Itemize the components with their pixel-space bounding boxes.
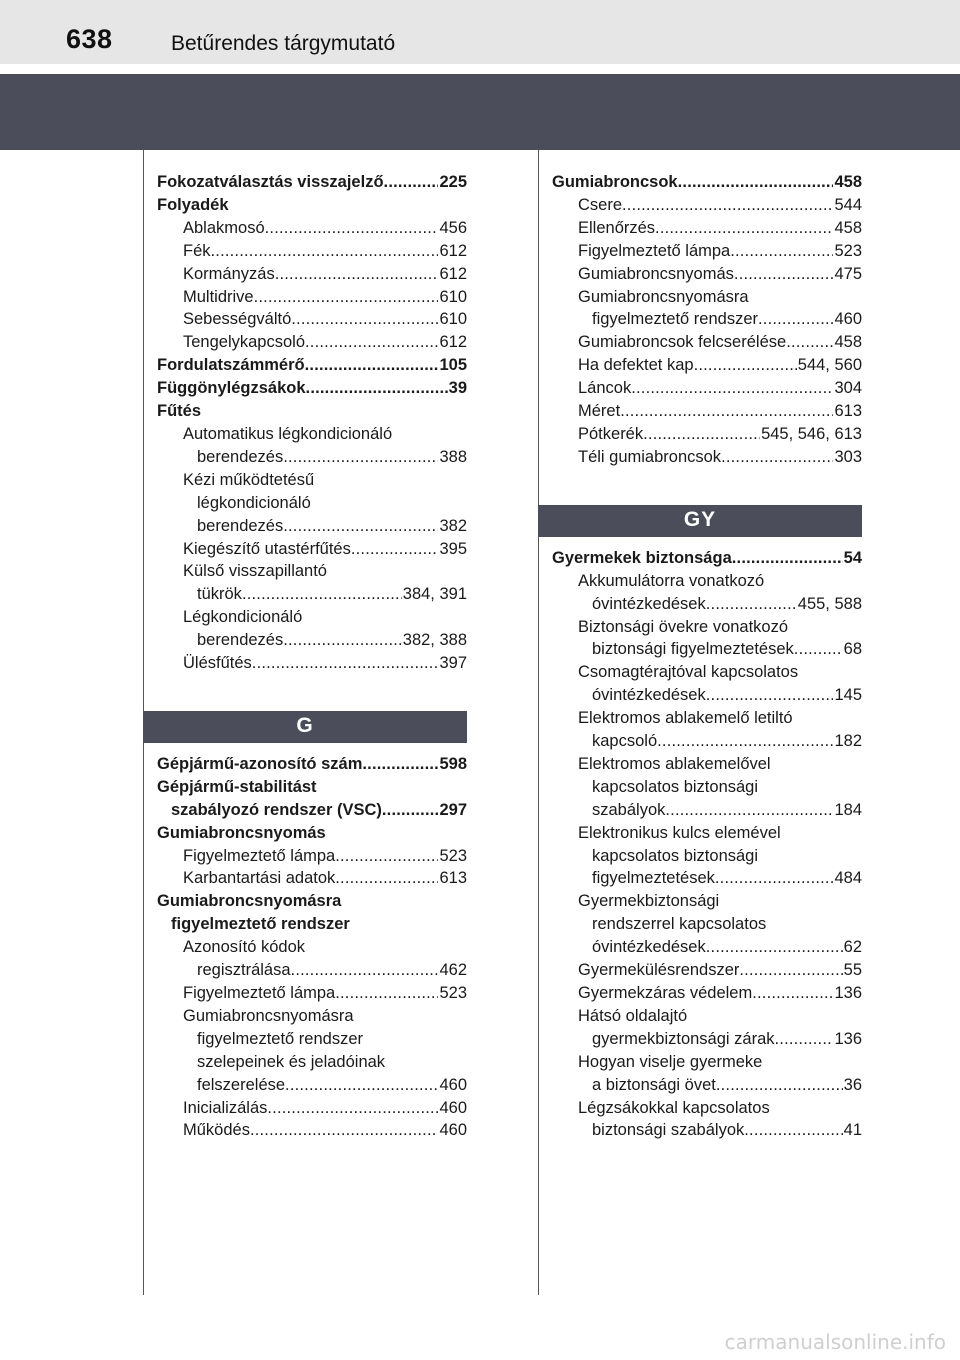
dot-leader [730,240,833,263]
index-entry [538,913,862,936]
index-entry-term: Sebességváltó [183,310,292,329]
index-entry [143,606,467,629]
index-entry [538,707,862,730]
index-entry [538,867,862,890]
index-entry [143,753,467,776]
index-entry-page: 41 [843,1121,862,1140]
dot-leader [775,1028,834,1051]
index-entry [538,547,862,570]
index-entry-term: Kézi működtetésű [183,470,315,489]
dot-leader [267,1097,438,1120]
index-entry-term: Figyelmeztető lámpa [183,984,336,1002]
dot-leader [715,867,834,890]
index-entry-page: 475 [834,264,862,283]
header-banner [0,74,960,150]
index-entry [538,446,862,469]
index-entry-page: 456 [439,218,467,237]
index-entry [538,593,862,616]
index-entry-term: óvintézkedések [592,686,706,705]
index-entry [143,959,467,982]
index-entry [538,890,862,913]
index-entry-term: Hogyan viselje gyermeke [578,1052,763,1071]
index-entry-page: 145 [834,686,862,705]
index-column-left [143,171,467,1142]
index-entry-term: berendezés [197,516,284,535]
index-entry-page: 610 [439,287,467,306]
index-entry-page: 136 [834,1029,862,1048]
index-entry [143,400,467,423]
index-entry-term: Gyermekek biztonsága [552,548,732,567]
index-entry-term: légkondicionáló [197,493,311,512]
index-entry-term: Gyermekbiztonsági [578,892,720,911]
dot-leader [706,936,843,959]
dot-leader [752,982,833,1005]
index-entry-term: tükrök [197,585,242,604]
index-entry-term: Elektromos ablakemelővel [578,754,771,773]
index-entry-term: Figyelmeztető lámpa [578,241,731,260]
dot-leader [351,538,439,561]
index-entry-term: Ha defektet kap [578,356,694,375]
index-entry [143,446,467,469]
index-entry-term: Külső visszapillantó [183,562,327,581]
dot-leader [283,629,402,652]
index-entry-term: óvintézkedések [592,594,706,613]
dot-leader [620,400,833,423]
index-entry-page: 460 [834,310,862,329]
dot-leader [384,171,439,194]
dot-leader [734,263,834,286]
index-entry-term: Pótkerék [578,424,644,443]
index-entry-term: Gumiabroncsnyomás [578,264,734,283]
index-entry-term: szabályozó rendszer (VSC) [171,800,382,819]
index-entry-term: Légkondicionáló [183,608,303,627]
index-entry [143,377,467,400]
index-entry [143,1005,467,1028]
index-entry [143,492,467,515]
index-entry [538,684,862,707]
index-entry-term: Csomagtérajtóval kapcsolatos [578,663,799,682]
index-entry-term: Légzsákokkal kapcsolatos [578,1098,770,1117]
index-entry [143,1097,467,1120]
index-entry-term: Kiegészítő utastérfűtés [183,539,351,558]
index-entry [143,1028,467,1051]
dot-leader [285,1074,438,1097]
index-entry-page: 545, 546, 613 [761,424,862,443]
index-entry [538,1051,862,1074]
index-entry-page: 297 [439,800,467,819]
index-entry-term: felszerelése [197,1075,286,1094]
index-entry-term: Figyelmeztető lámpa [183,846,336,865]
page-number: 638 [66,24,113,54]
footer-watermark: carmanualsonline.info [724,1330,946,1354]
index-entry [538,1097,862,1120]
index-entry-term: Gyermekülésrendszer [578,961,740,980]
index-entry-page: 304 [834,379,862,398]
dot-leader [786,331,833,354]
index-entry [538,171,862,194]
index-entry-page: 458 [834,333,862,352]
index-entry [538,638,862,661]
index-entry-term: Folyadék [157,195,229,214]
index-entry-term: biztonsági figyelmeztetések [592,640,794,659]
index-entry-term: Ülésfűtés [183,654,252,673]
dot-leader [382,799,439,822]
index-entry-term: berendezés [197,447,284,466]
index-entry-term: Tengelykapcsoló [183,333,305,352]
index-entry-term: Méret [578,402,621,421]
index-entry [538,194,862,217]
index-entry-term: Fordulatszámmérő [157,356,305,375]
dot-leader [291,308,438,331]
dot-leader [306,377,448,400]
index-entry [538,799,862,822]
index-entry [143,822,467,845]
index-entry-term: Gyermekzáras védelem [578,984,753,1002]
index-entry-term: Gumiabroncsnyomásra [157,892,342,911]
index-entry [143,217,467,240]
index-entry-page: 612 [439,264,467,283]
dot-leader [622,194,833,217]
index-entry [143,469,467,492]
dot-leader [305,354,439,377]
dot-leader [631,377,833,400]
index-entry-page: 182 [834,732,862,751]
index-entry [143,331,467,354]
index-entry-page: 395 [439,539,467,558]
index-entry [143,867,467,890]
dot-leader [362,753,438,776]
dot-leader [678,171,834,194]
dot-leader [283,515,438,538]
index-entry-page: 68 [843,640,862,659]
index-entry [538,845,862,868]
index-entry-term: Gumiabroncsnyomásra [578,287,749,306]
index-entry [538,982,862,1005]
index-entry [143,286,467,309]
index-entry [538,1119,862,1142]
index-entry-term: a biztonsági övet [592,1075,716,1094]
dot-leader [721,446,833,469]
index-entry [143,263,467,286]
dot-leader [643,423,760,446]
index-entry [538,753,862,776]
page-header-bar [0,0,960,64]
index-entry [143,171,467,194]
index-entry-term: szelepeinek és jeladóinak [197,1052,386,1071]
index-entry-page: 523 [834,241,862,260]
dot-leader [694,354,797,377]
dot-leader [758,308,833,331]
index-entry-term: figyelmeztető rendszer [171,915,350,934]
index-entry-page: 397 [439,654,467,673]
index-entry [538,1005,862,1028]
index-entry-term: gyermekbiztonsági zárak [592,1029,775,1048]
index-entry [143,560,467,583]
index-entry-term: Gumiabroncsok felcserélése [578,333,787,352]
index-entry-page: 388 [439,447,467,466]
index-entry-term: Gépjármű-stabilitást [157,777,317,796]
index-entry-term: Inicializálás [183,1098,268,1117]
index-entry-term: berendezés [197,631,284,650]
index-entry-page: 384, 391 [402,585,467,604]
index-entry-term: Karbantartási adatok [183,869,336,888]
index-entry [143,1119,467,1142]
index-entry-page: 613 [439,869,467,888]
dot-leader [252,652,439,675]
index-entry-term: Hátsó oldalajtó [578,1006,688,1025]
index-entry-page: 462 [439,961,467,980]
index-entry-page: 303 [834,447,862,466]
index-entry-page: 55 [843,961,862,980]
index-entry-term: Kormányzás [183,264,275,283]
index-entry-page: 62 [843,938,862,957]
dot-leader [291,959,439,982]
index-entry-page: 544, 560 [797,356,862,375]
letter-section-header: GY [538,505,862,537]
index-entry [143,240,467,263]
index-entry [143,515,467,538]
index-entry-page: 523 [439,984,467,1002]
index-entry-term: figyelmeztetések [592,869,715,888]
index-entry-term: Fék [183,241,211,260]
index-entry [538,400,862,423]
index-entry-page: 382 [439,516,467,535]
index-entry [538,661,862,684]
index-entry-term: szabályok [592,800,666,819]
index-entry-page: 612 [439,333,467,352]
index-entry [143,538,467,561]
index-entry-term: Akkumulátorra vonatkozó [578,571,765,590]
index-entry [538,217,862,240]
index-entry-page: 458 [834,173,862,191]
index-entry [538,377,862,400]
index-entry [143,890,467,913]
index-entry-term: Automatikus légkondicionáló [183,424,393,443]
dot-leader [305,331,438,354]
dot-leader [283,446,438,469]
index-entry [143,799,467,822]
index-entry-term: Biztonsági övekre vonatkozó [578,617,789,636]
dot-leader [265,217,439,240]
dot-leader [706,593,797,616]
index-entry [143,1051,467,1074]
index-entry-term: Függönylégzsákok [157,379,306,398]
index-entry-page: 184 [834,800,862,819]
index-entry [538,308,862,331]
index-entry-page: 460 [439,1121,467,1140]
letter-section-header: G [143,711,467,743]
index-entry-term: Elektronikus kulcs elemével [578,823,781,842]
index-entry-term: biztonsági szabályok [592,1121,745,1140]
index-entry-term: Ellenőrzés [578,218,656,237]
index-entry-page: 610 [439,310,467,329]
index-entry-term: Gépjármű-azonosító szám [157,754,363,773]
dot-leader [739,959,842,982]
index-entry-term: Fokozatválasztás visszajelző [157,173,384,191]
dot-leader [250,1119,439,1142]
index-entry-term: Csere [578,195,623,214]
index-entry-term: figyelmeztető rendszer [592,310,758,329]
dot-leader [254,286,439,309]
index-entry-page: 54 [843,548,862,567]
index-entry [538,776,862,799]
dot-leader [732,547,843,570]
index-entry [538,936,862,959]
index-entry-page: 136 [834,984,862,1002]
index-entry [143,845,467,868]
dot-leader [716,1074,843,1097]
index-entry [538,730,862,753]
index-entry [538,423,862,446]
index-entry [538,286,862,309]
index-entry [143,776,467,799]
index-entry-term: Gumiabroncsok [552,173,678,191]
dot-leader [665,799,833,822]
index-entry [143,1074,467,1097]
index-entry [143,982,467,1005]
index-entry-page: 39 [448,379,467,398]
dot-leader [794,638,843,661]
index-entry-term: Azonosító kódok [183,938,305,957]
index-entry-term: Ablakmosó [183,218,265,237]
index-entry-term: rendszerrel kapcsolatos [592,915,767,934]
index-entry-page: 544 [834,195,862,214]
index-entry [538,354,862,377]
dot-leader [655,217,833,240]
index-entry-page: 484 [834,869,862,888]
index-entry [538,331,862,354]
index-entry [143,423,467,446]
dot-leader [706,684,834,707]
index-entry-page: 458 [834,218,862,237]
dot-leader [744,1119,842,1142]
index-entry-term: figyelmeztető rendszer [197,1029,363,1048]
index-entry-page: 612 [439,241,467,260]
dot-leader [242,583,402,606]
dot-leader [335,982,438,1005]
index-entry-term: kapcsolatos biztonsági [592,846,759,865]
dot-leader [335,845,438,868]
section-title: Betűrendes tárgymutató [171,32,396,55]
index-entry-page: 523 [439,846,467,865]
index-entry-page: 455, 588 [797,594,862,613]
index-entry-page: 382, 388 [402,631,467,650]
index-entry [538,570,862,593]
index-entry [538,1074,862,1097]
index-entry-term: óvintézkedések [592,938,706,957]
index-entry-term: Elektromos ablakemelő letiltó [578,709,793,728]
index-entry [538,959,862,982]
index-entry-page: 613 [834,402,862,421]
index-entry [538,616,862,639]
index-column-right [538,171,862,1142]
index-entry [538,263,862,286]
dot-leader [275,263,439,286]
index-entry-term: Láncok [578,379,632,398]
index-entry-term: kapcsoló [592,732,658,751]
index-entry-page: 460 [439,1098,467,1117]
index-entry-term: kapcsolatos biztonsági [592,777,759,796]
index-entry-term: Fűtés [157,402,202,421]
index-entry [538,822,862,845]
index-entry [538,1028,862,1051]
dot-leader [335,867,438,890]
index-entry [538,240,862,263]
dot-leader [657,730,833,753]
index-entry-term: Működés [183,1121,250,1140]
index-entry-term: Multidrive [183,287,254,306]
index-entry-page: 36 [843,1075,862,1094]
index-entry-page: 460 [439,1075,467,1094]
dot-leader [211,240,439,263]
index-entry [143,583,467,606]
index-entry [143,652,467,675]
index-entry [143,354,467,377]
index-entry-page: 598 [439,754,467,773]
index-entry-term: regisztrálása [197,961,291,980]
index-entry [143,936,467,959]
index-entry [143,308,467,331]
index-entry-term: Gumiabroncsnyomás [157,823,326,842]
index-entry-term: Gumiabroncsnyomásra [183,1006,354,1025]
index-entry [143,629,467,652]
index-entry-page: 225 [439,173,467,191]
index-entry [143,194,467,217]
index-entry [143,913,467,936]
index-entry-page: 105 [439,356,467,375]
index-entry-term: Téli gumiabroncsok [578,447,722,466]
